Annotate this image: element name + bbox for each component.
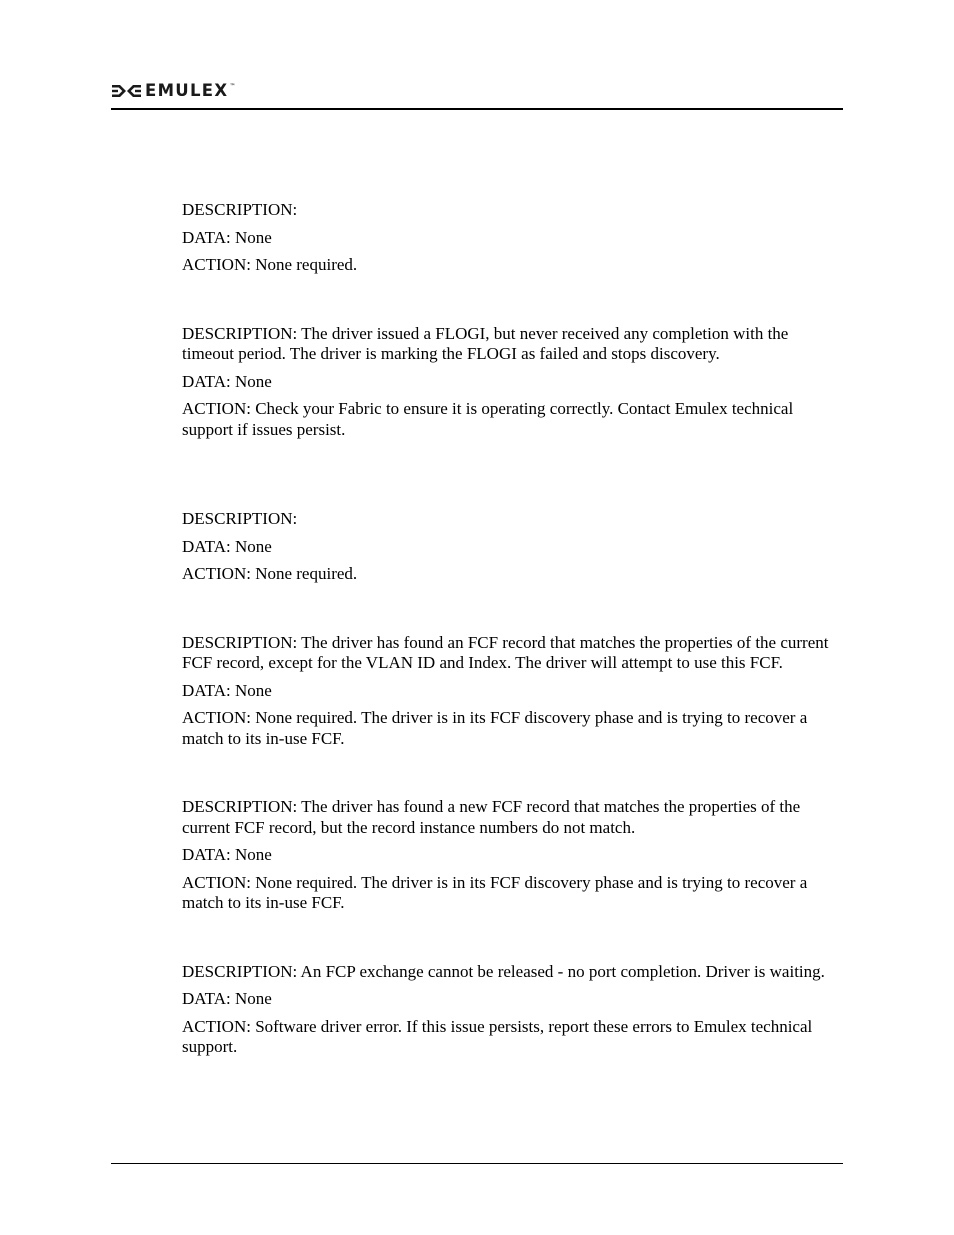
entry-action: ACTION: Check your Fabric to ensure it is operating correctly. Contact Emulex technical support if issues persist.: [182, 399, 794, 439]
entry-action: ACTION: None required. The driver is in its FCF discovery phase and is trying to recover a match to its in-use FCF.: [182, 708, 808, 748]
entry-action: ACTION: Software driver error. If this issue persists, report these errors to Emulex technical support.: [182, 1016, 813, 1056]
emulex-logo: [111, 81, 235, 101]
entry-data: DATA: None: [182, 845, 272, 864]
logo-wordmark: EMULEX: [145, 81, 229, 100]
message-entry: [182, 633, 842, 750]
message-entry: [182, 797, 842, 914]
message-entry: [182, 324, 842, 441]
entry-data: DATA: None: [182, 989, 272, 1008]
entry-action: ACTION: None required.: [182, 564, 358, 583]
entry-description: DESCRIPTION: An FCP exchange cannot be released - no port completion. Driver is waiting.: [182, 961, 825, 981]
message-entry: [182, 509, 842, 585]
document-body: [182, 200, 842, 1058]
entry-description: DESCRIPTION:: [182, 200, 298, 219]
entry-description: DESCRIPTION: The driver has found a new FCF record that matches the properties of the current FCF record, but the record instance numbers do not match.: [182, 797, 801, 837]
message-entry: [182, 200, 842, 276]
emulex-mark-icon: [111, 83, 142, 99]
trademark-symbol: ™: [229, 83, 236, 90]
entry-data: DATA: None: [182, 227, 272, 247]
entry-data: DATA: None: [182, 371, 272, 391]
entry-data: DATA: None: [182, 536, 272, 556]
entry-description: DESCRIPTION:: [182, 509, 298, 528]
entry-description: DESCRIPTION: The driver has found an FCF record that matches the properties of the current FCF record, except for the VLAN ID and Index. The driver will attempt to use this FCF.: [182, 632, 829, 672]
entry-description: DESCRIPTION: The driver issued a FLOGI, but never received any completion with the timeout period. The driver is marking the FLOGI as failed and stops discovery.: [182, 323, 789, 363]
entry-action: ACTION: None required.: [182, 255, 358, 274]
entry-action: ACTION: None required. The driver is in its FCF discovery phase and is trying to recover a match to its in-use FCF.: [182, 872, 808, 912]
footer-divider: [111, 1163, 843, 1164]
message-entry: [182, 962, 842, 1058]
header-divider: [111, 108, 843, 110]
entry-data: DATA: None: [182, 680, 272, 700]
page-header: [111, 78, 843, 108]
